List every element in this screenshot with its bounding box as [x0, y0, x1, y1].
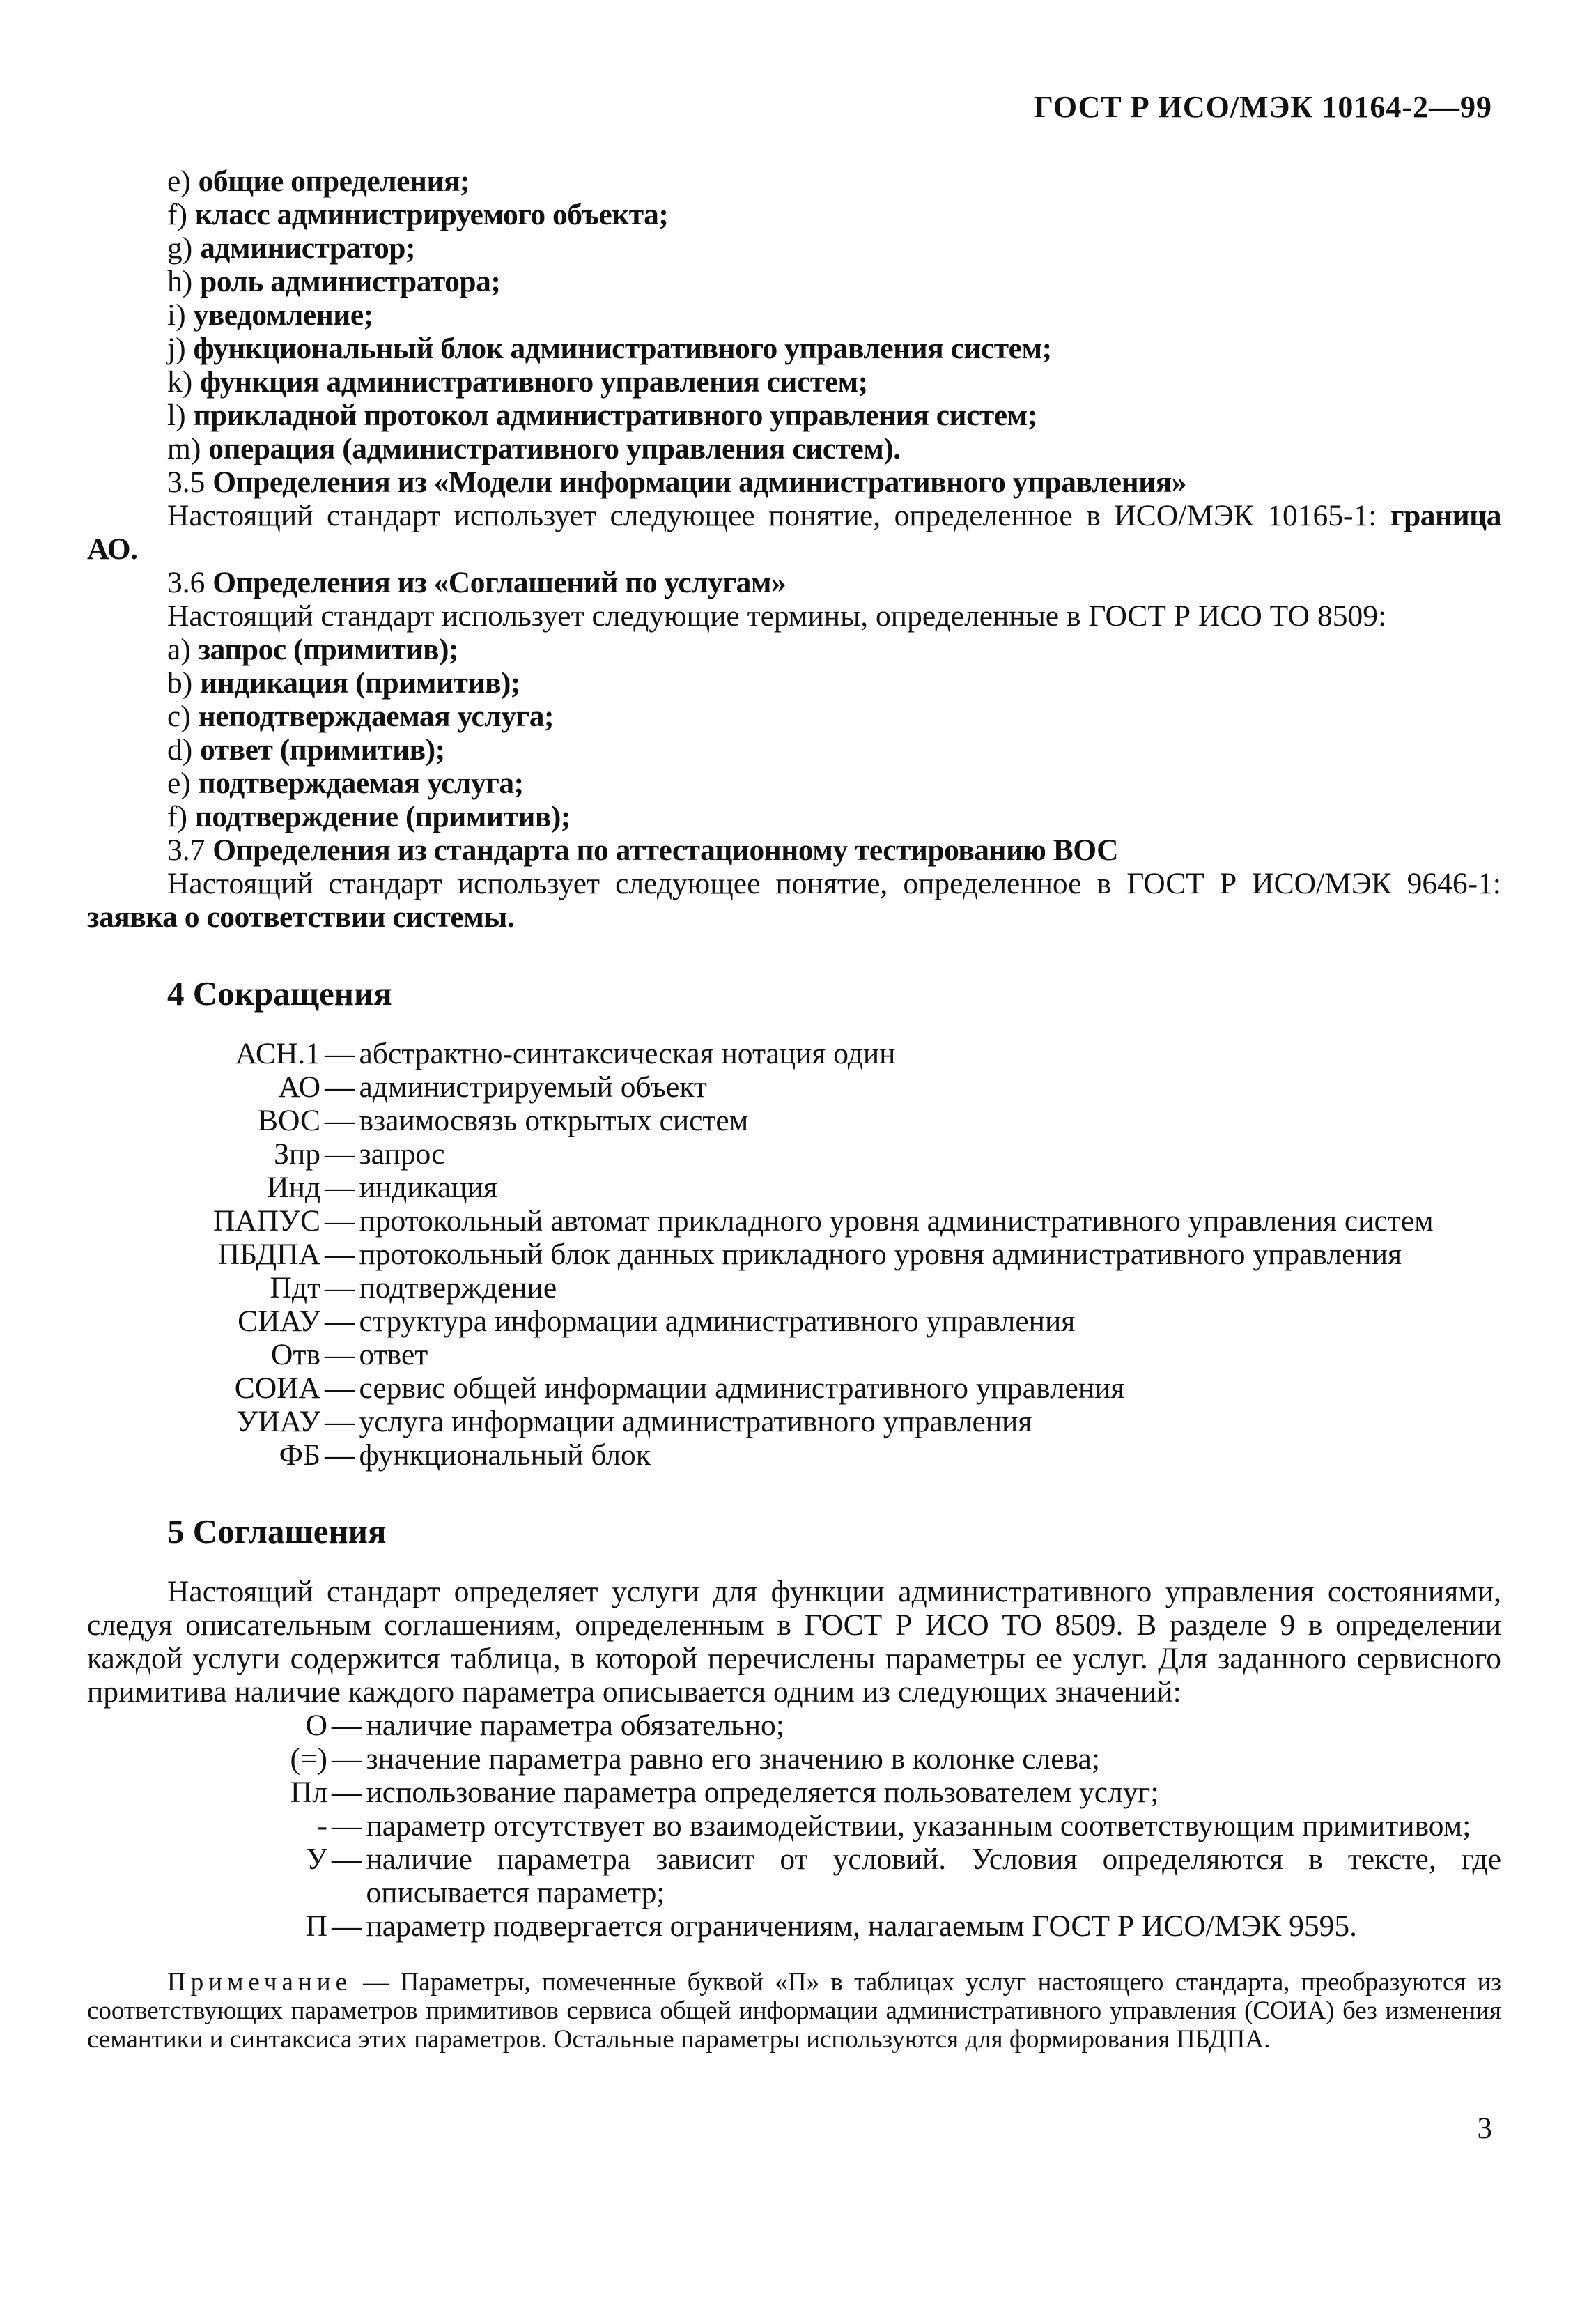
list-item [87, 700, 1501, 733]
cell-dash: — [325, 1271, 355, 1305]
list-term: ответ (примитив); [200, 733, 445, 767]
cell-abbr: ПБДПА [217, 1238, 320, 1271]
list-marker: h) [167, 265, 193, 298]
cell-dash: — [325, 1371, 355, 1405]
cell-abbr: СОИА [234, 1371, 320, 1405]
cell-desc: параметр отсутствует во взаимодействии, указанным соответствующим примитивом; [366, 1809, 1471, 1842]
list-marker: c) [167, 700, 191, 733]
section-5-heading: 5 Соглашения [167, 1512, 387, 1550]
table-row [87, 1070, 1434, 1104]
subsection-title: Определения из «Модели информации административного управления» [212, 465, 1187, 499]
table-row [87, 1438, 1434, 1472]
list-item [87, 231, 1501, 265]
paragraph-text: Настоящий стандарт использует следующее понятие, определенное в ИСО/МЭК 10165-1: [167, 499, 1377, 532]
list-term: операция (административного управления систем). [208, 432, 901, 465]
list-term: индикация (примитив); [200, 666, 520, 700]
list-term: роль администратора; [200, 265, 501, 298]
subsection-number: 3.6 [167, 566, 206, 599]
list-term: подтверждаемая услуга; [198, 767, 524, 800]
cell-desc: взаимосвязь открытых систем [359, 1104, 749, 1137]
list-item [87, 332, 1501, 365]
cell-dash: — [325, 1171, 355, 1204]
page-number: 3 [1477, 2112, 1492, 2145]
cell-abbr: АО [278, 1070, 320, 1104]
list-term: запрос (примитив); [198, 633, 458, 666]
cell-sym: Пл [290, 1776, 327, 1809]
cell-desc: индикация [359, 1171, 497, 1204]
table-row [87, 1271, 1434, 1305]
list-marker: b) [167, 666, 193, 700]
list-marker: j) [167, 332, 186, 365]
subsection-title: Определения из «Соглашений по услугам» [212, 566, 786, 599]
cell-sym: - [317, 1809, 327, 1842]
subsection-3-7-heading [87, 833, 1501, 867]
list-marker: l) [167, 399, 186, 432]
table-row [87, 1405, 1434, 1438]
table-row [87, 1037, 1434, 1070]
list-marker: a) [167, 633, 191, 666]
subsection-title: Определения из стандарта по аттестационному тестированию ВОС [212, 833, 1119, 867]
cell-desc: наличие параметра зависит от условий. Условия определяются в тексте, где описывается параметр; [366, 1842, 1501, 1909]
cell-desc: протокольный автомат прикладного уровня административного управления систем [359, 1204, 1434, 1238]
cell-dash: — [325, 1037, 355, 1070]
cell-dash: — [325, 1338, 355, 1371]
table-row [87, 1371, 1434, 1405]
cell-dash: — [325, 1204, 355, 1238]
cell-desc: запрос [359, 1137, 445, 1171]
cell-abbr: Отв [271, 1338, 320, 1371]
abbreviations-table [87, 1037, 1434, 1472]
cell-desc: подтверждение [359, 1271, 557, 1305]
table-row [87, 1809, 1501, 1842]
cell-abbr: ВОС [258, 1104, 320, 1137]
cell-abbr: Пдт [270, 1271, 320, 1305]
cell-desc: параметр подвергается ограничениям, налагаемым ГОСТ Р ИСО/МЭК 9595. [366, 1909, 1358, 1943]
list-marker: d) [167, 733, 193, 767]
list-term: уведомление; [193, 298, 373, 332]
cell-desc: администрируемый объект [359, 1070, 707, 1104]
table-row [87, 1204, 1434, 1238]
list-item [87, 432, 1501, 465]
list-term: подтверждение (примитив); [194, 800, 571, 833]
subsection-3-6-heading [87, 566, 1501, 599]
list-term: класс администрируемого объекта; [194, 198, 669, 231]
subsection-3-5-text [87, 499, 1501, 566]
cell-desc: протокольный блок данных прикладного уровня административного управления [359, 1238, 1402, 1271]
table-row [87, 1104, 1434, 1137]
cell-desc: использование параметра определяется пользователем услуг; [366, 1776, 1159, 1809]
cell-sym: П [305, 1909, 327, 1943]
cell-dash: — [325, 1405, 355, 1438]
cell-sym: (=) [290, 1742, 327, 1776]
list-marker: i) [167, 298, 186, 332]
list-item [87, 198, 1501, 231]
cell-dash: — [325, 1104, 355, 1137]
defined-term: граница АО. [87, 499, 1501, 566]
conventions-table [87, 1709, 1501, 1943]
list-term: общие определения; [198, 164, 470, 198]
section-5-intro: Настоящий стандарт определяет услуги для функции административного управления состояниями, следуя описательным соглашениям, определенным в ГОСТ Р ИСО ТО 8509. В разделе 9 в определении каждой услуги содержится таблица, в которой перечислены параметры ее услуг. Для заданного сервисного примитива наличие каждого параметра описывается одним из следующих значений: [87, 1575, 1501, 1709]
cell-desc: наличие параметра обязательно; [366, 1709, 784, 1742]
cell-dash: — [332, 1776, 362, 1809]
cell-dash: — [325, 1070, 355, 1104]
cell-desc: абстрактно-синтаксическая нотация один [359, 1037, 896, 1070]
definitions-list-3-4 [87, 164, 1501, 465]
list-item [87, 265, 1501, 298]
cell-desc: структура информации административного управления [359, 1305, 1076, 1338]
table-row [87, 1238, 1434, 1271]
cell-desc: сервис общей информации административного управления [359, 1371, 1125, 1405]
list-marker: e) [167, 164, 191, 198]
table-row [87, 1305, 1434, 1338]
cell-sym: О [305, 1709, 327, 1742]
cell-abbr: УИАУ [236, 1405, 320, 1438]
cell-dash: — [332, 1842, 362, 1876]
note-text: Параметры, помеченные буквой «П» в таблицах услуг настоящего стандарта, преобразуются из соответствующих параметров примитивов сервиса общей информации административного управления (СОИА) без изменения семантики и синтаксиса этих параметров. Остальные параметры используются для формирования ПБДПА. [87, 1968, 1502, 2054]
list-marker: k) [167, 365, 193, 399]
list-marker: e) [167, 767, 191, 800]
defined-term: заявка о соответствии системы. [87, 900, 515, 934]
list-term: функция административного управления систем; [200, 365, 868, 399]
subsection-3-6-text: Настоящий стандарт использует следующие термины, определенные в ГОСТ Р ИСО ТО 8509: [167, 599, 1387, 633]
cell-abbr: ФБ [279, 1438, 320, 1472]
list-marker: m) [167, 432, 201, 465]
subsection-number: 3.7 [167, 833, 206, 867]
list-marker: f) [167, 800, 187, 833]
list-item [87, 800, 1501, 833]
section-4-heading: 4 Сокращения [167, 974, 392, 1013]
cell-dash: — [332, 1742, 362, 1776]
table-row [87, 1742, 1501, 1776]
subsection-3-7-text [87, 867, 1501, 934]
list-item [87, 633, 1501, 666]
table-row [87, 1338, 1434, 1371]
table-row [87, 1842, 1501, 1909]
cell-desc: функциональный блок [359, 1438, 651, 1472]
subsection-number: 3.5 [167, 465, 206, 499]
cell-dash: — [332, 1809, 362, 1842]
document-body [87, 164, 1501, 2054]
cell-sym: У [306, 1842, 327, 1876]
definitions-list-3-6 [87, 633, 1501, 833]
cell-abbr: ПАПУС [212, 1204, 320, 1238]
cell-desc: значение параметра равно его значению в колонке слева; [366, 1742, 1100, 1776]
cell-dash: — [325, 1438, 355, 1472]
list-item [87, 767, 1501, 800]
page-header: ГОСТ Р ИСО/МЭК 10164-2—99 [1033, 90, 1492, 124]
list-term: прикладной протокол административного управления систем; [193, 399, 1037, 432]
list-term: администратор; [200, 231, 415, 265]
cell-desc: услуга информации административного управления [359, 1405, 1032, 1438]
list-item [87, 733, 1501, 767]
cell-dash: — [325, 1305, 355, 1338]
list-marker: f) [167, 198, 187, 231]
list-term: функциональный блок административного управления систем; [193, 332, 1052, 365]
list-item [87, 164, 1501, 198]
table-row [87, 1137, 1434, 1171]
list-item [87, 666, 1501, 700]
list-item [87, 365, 1501, 399]
paragraph-text: Настоящий стандарт использует следующее понятие, определенное в ГОСТ Р ИСО/МЭК 9646-1: [167, 867, 1501, 900]
note-label: Примечание [167, 1968, 352, 1996]
subsection-3-5-heading [87, 465, 1501, 499]
cell-abbr: Зпр [274, 1137, 320, 1171]
table-row [87, 1709, 1501, 1742]
cell-dash: — [332, 1909, 362, 1943]
cell-abbr: Инд [267, 1171, 320, 1204]
note-dash: — [363, 1968, 389, 1996]
list-item [87, 298, 1501, 332]
cell-abbr: СИАУ [238, 1305, 320, 1338]
cell-abbr: АСН.1 [235, 1037, 320, 1070]
table-row [87, 1909, 1501, 1943]
list-term: неподтверждаемая услуга; [198, 700, 554, 733]
cell-dash: — [325, 1137, 355, 1171]
cell-dash: — [332, 1709, 362, 1742]
cell-dash: — [325, 1238, 355, 1271]
list-marker: g) [167, 231, 193, 265]
cell-desc: ответ [359, 1338, 428, 1371]
list-item [87, 399, 1501, 432]
note-paragraph [87, 1968, 1501, 2054]
table-row [87, 1171, 1434, 1204]
table-row [87, 1776, 1501, 1809]
